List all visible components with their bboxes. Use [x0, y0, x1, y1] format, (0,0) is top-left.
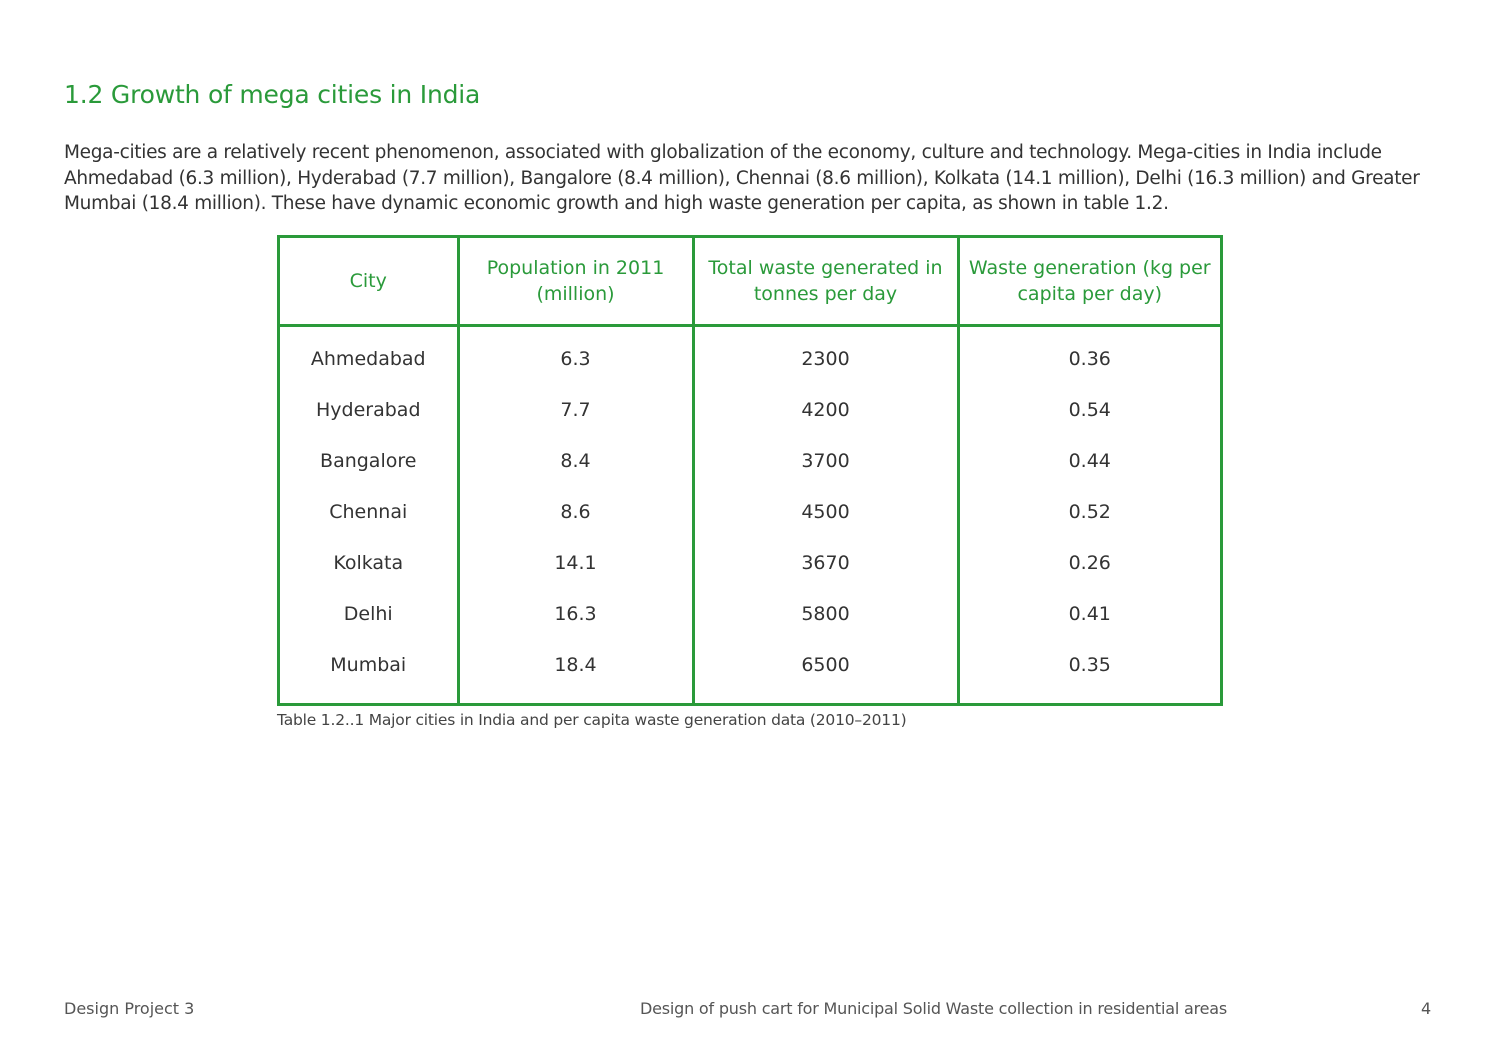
footer-document-title: Design of push cart for Municipal Solid Waste collection in residential areas [640, 999, 1227, 1018]
table-row [280, 486, 1220, 537]
cell-city: Chennai [329, 500, 408, 523]
cell-city: Ahmedabad [310, 347, 426, 370]
cell-population: 6.3 [458, 326, 693, 385]
table-row [280, 538, 1220, 589]
cell-total-waste: 4500 [693, 486, 958, 537]
cell-total-waste: 3670 [693, 538, 958, 589]
cell-population: 16.3 [458, 589, 693, 640]
table-header-row [280, 238, 1220, 326]
header-city: City [280, 238, 458, 326]
cell-per-capita: 0.36 [958, 326, 1220, 385]
cell-population: 8.6 [458, 486, 693, 537]
cell-total-waste: 6500 [693, 640, 958, 703]
table-row [280, 326, 1220, 385]
table-row [280, 640, 1220, 703]
cell-per-capita: 0.41 [958, 589, 1220, 640]
section-heading: 1.2 Growth of mega cities in India [64, 80, 481, 109]
cell-population: 7.7 [458, 384, 693, 435]
table-caption: Table 1.2..1 Major cities in India and per capita waste generation data (2010–2011) [277, 711, 907, 729]
cell-city: Mumbai [330, 654, 407, 677]
waste-data-table [280, 238, 1220, 703]
cell-per-capita: 0.52 [958, 486, 1220, 537]
cell-population: 14.1 [458, 538, 693, 589]
cell-population: 18.4 [458, 640, 693, 703]
cell-population: 8.4 [458, 435, 693, 486]
cell-per-capita: 0.54 [958, 384, 1220, 435]
cell-city: Hyderabad [316, 398, 421, 421]
header-population: Population in 2011 (million) [458, 238, 693, 326]
cell-city: Kolkata [333, 552, 404, 575]
cell-total-waste: 5800 [693, 589, 958, 640]
waste-data-table-frame [277, 235, 1223, 706]
header-per-capita-waste: Waste generation (kg per capita per day) [958, 238, 1220, 326]
cell-total-waste: 4200 [693, 384, 958, 435]
page-number: 4 [1421, 999, 1432, 1018]
intro-paragraph: Mega-cities are a relatively recent phenomenon, associated with globalization of the economy, culture and technology. Mega-cities in India include Ahmedabad (6.3 million), Hyderabad (7.7 million), Bangalore (8.4 million), Chennai (8.6 million), Kolkata (14.1 million), Delhi (16.3 million) and Greater Mumbai (18.4 million). These have dynamic economic growth and high waste generation per capita, as shown in table 1.2. [64, 142, 1420, 214]
cell-total-waste: 2300 [693, 326, 958, 385]
cell-city: Delhi [343, 603, 393, 626]
cell-city: Bangalore [320, 449, 417, 472]
table-row [280, 435, 1220, 486]
cell-per-capita: 0.26 [958, 538, 1220, 589]
table-row [280, 589, 1220, 640]
header-total-waste: Total waste generated in tonnes per day [693, 238, 958, 326]
cell-per-capita: 0.35 [958, 640, 1220, 703]
cell-total-waste: 3700 [693, 435, 958, 486]
cell-per-capita: 0.44 [958, 435, 1220, 486]
table-row [280, 384, 1220, 435]
footer-project-label: Design Project 3 [64, 999, 195, 1018]
